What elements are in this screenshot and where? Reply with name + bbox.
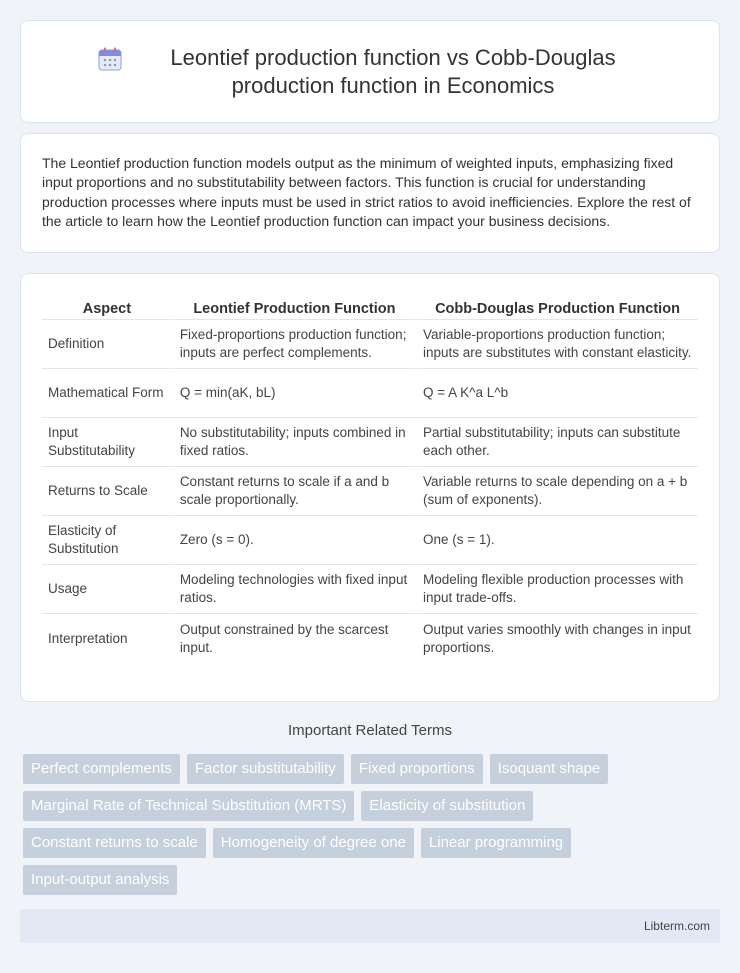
table-row bbox=[42, 320, 698, 369]
table-cell-cobb-douglas: Variable-proportions production function; inputs are substitutes with constant elasticity. bbox=[415, 320, 698, 369]
table-cell-cobb-douglas: Partial substitutability; inputs can substitute each other. bbox=[415, 418, 698, 467]
title-wrap bbox=[97, 44, 643, 100]
table-cell-leontief: Q = min(aK, bL) bbox=[172, 369, 415, 418]
table-cell-leontief: No substitutability; inputs combined in fixed ratios. bbox=[172, 418, 415, 467]
related-term-tag[interactable]: Factor substitutability bbox=[187, 754, 344, 784]
intro-text: The Leontief production function models output as the minimum of weighted inputs, emphasizing fixed input proportions and no substitutability between factors. This function is crucial for understanding production processes where inputs must be used in strict ratios to avoid inefficiencies. Explore the rest of the article to learn how the Leontief production function can impact your business decisions. bbox=[42, 155, 691, 230]
table-row bbox=[42, 516, 698, 565]
page-title: Leontief production function vs Cobb-Douglas production function in Economics bbox=[170, 44, 616, 98]
related-term-tag[interactable]: Fixed proportions bbox=[351, 754, 483, 784]
table-cell-aspect: Elasticity of Substitution bbox=[42, 516, 172, 565]
related-term-tag[interactable]: Isoquant shape bbox=[490, 754, 609, 784]
related-term-tag[interactable]: Input-output analysis bbox=[23, 865, 177, 895]
column-header-aspect: Aspect bbox=[42, 294, 172, 320]
table-cell-cobb-douglas: Modeling flexible production processes with input trade-offs. bbox=[415, 565, 698, 614]
table-cell-aspect: Mathematical Form bbox=[42, 369, 172, 418]
table-header-row bbox=[42, 294, 698, 320]
comparison-table bbox=[42, 294, 698, 663]
table-row bbox=[42, 565, 698, 614]
table-cell-aspect: Definition bbox=[42, 320, 172, 369]
title-card bbox=[20, 20, 720, 123]
table-row bbox=[42, 369, 698, 418]
related-term-tag[interactable]: Marginal Rate of Technical Substitution (MRTS) bbox=[23, 791, 354, 821]
table-cell-aspect: Input Substitutability bbox=[42, 418, 172, 467]
table-row bbox=[42, 418, 698, 467]
related-term-tag[interactable]: Constant returns to scale bbox=[23, 828, 206, 858]
comparison-table-card bbox=[20, 273, 720, 702]
column-header-cobb-douglas: Cobb-Douglas Production Function bbox=[415, 294, 698, 320]
related-term-tag[interactable]: Perfect complements bbox=[23, 754, 180, 784]
table-row bbox=[42, 467, 698, 516]
table-cell-cobb-douglas: Variable returns to scale depending on a + b (sum of exponents). bbox=[415, 467, 698, 516]
table-cell-aspect: Interpretation bbox=[48, 630, 128, 646]
related-term-tag[interactable]: Homogeneity of degree one bbox=[213, 828, 414, 858]
footer bbox=[20, 909, 720, 943]
table-cell-leontief: Constant returns to scale if a and b scale proportionally. bbox=[172, 467, 415, 516]
intro-card bbox=[20, 133, 720, 253]
table-row bbox=[42, 614, 698, 663]
related-term-tag[interactable]: Linear programming bbox=[421, 828, 571, 858]
table-cell-aspect: Returns to Scale bbox=[42, 467, 172, 516]
table-cell-cobb-douglas: Output varies smoothly with changes in input proportions. bbox=[415, 614, 698, 663]
table-cell-leontief: Modeling technologies with fixed input ratios. bbox=[172, 565, 415, 614]
related-terms-heading: Important Related Terms bbox=[288, 722, 452, 739]
table-cell-leontief: Zero (s = 0). bbox=[172, 516, 415, 565]
table-cell-cobb-douglas: Q = A K^a L^b bbox=[415, 369, 698, 418]
calendar-icon bbox=[97, 46, 123, 72]
table-cell-cobb-douglas: One (s = 1). bbox=[415, 516, 698, 565]
table-cell-leontief: Output constrained by the scarcest input. bbox=[172, 614, 415, 663]
table-cell-leontief: Fixed-proportions production function; inputs are perfect complements. bbox=[172, 320, 415, 369]
related-terms-list bbox=[23, 754, 723, 902]
footer-site-link[interactable]: Libterm.com bbox=[643, 919, 710, 933]
table-cell-aspect: Usage bbox=[42, 565, 172, 614]
column-header-leontief: Leontief Production Function bbox=[172, 294, 415, 320]
related-term-tag[interactable]: Elasticity of substitution bbox=[361, 791, 533, 821]
